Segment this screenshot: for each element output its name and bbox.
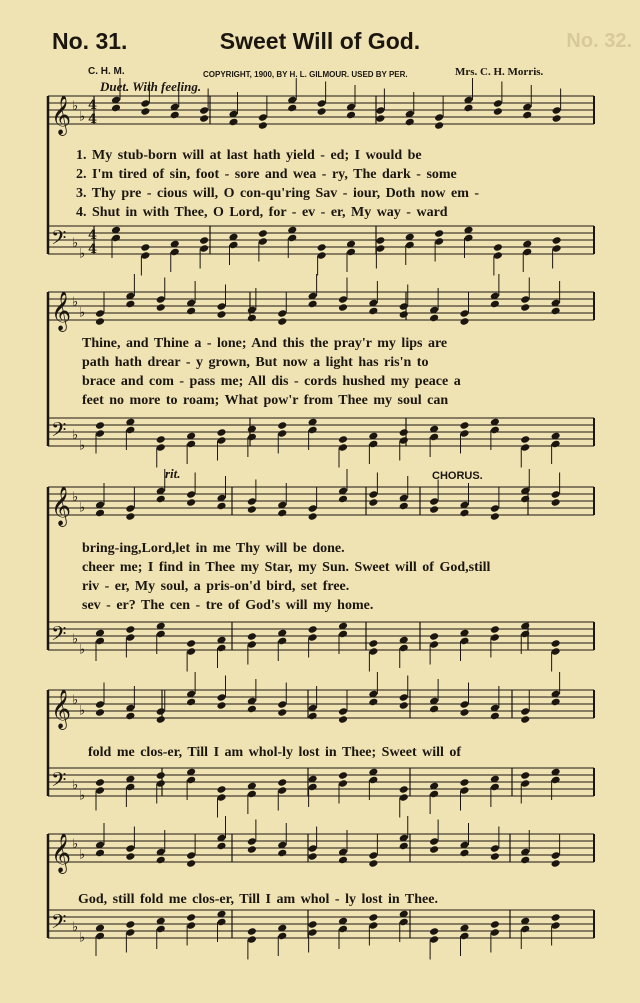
notehead (308, 625, 318, 634)
notehead (368, 698, 378, 707)
treble-clef-icon: 𝄞 (51, 95, 72, 135)
notehead (170, 111, 180, 120)
notehead (520, 715, 530, 724)
notehead (277, 421, 287, 430)
notehead (552, 236, 562, 245)
notehead (277, 708, 287, 717)
notehead (125, 712, 135, 721)
notehead (338, 856, 348, 865)
bass-clef-icon: 𝄢 (51, 768, 67, 796)
notehead (186, 307, 196, 316)
notehead (429, 705, 439, 714)
notehead (520, 856, 530, 865)
notehead (551, 913, 561, 922)
notehead (258, 121, 268, 130)
notehead (490, 920, 500, 929)
notehead (520, 303, 530, 312)
notehead (459, 509, 469, 518)
notehead (95, 708, 105, 717)
notehead (551, 307, 561, 316)
notehead (490, 512, 500, 521)
flat-icon: ♭ (79, 930, 86, 946)
notehead (459, 317, 469, 326)
notehead (399, 428, 409, 437)
ritardando-marking: rit. (165, 466, 181, 481)
time-signature: 4 (88, 242, 98, 257)
time-signature: 4 (88, 228, 98, 243)
notehead (338, 715, 348, 724)
notehead (338, 435, 348, 444)
notehead (375, 114, 385, 123)
notehead (140, 243, 150, 252)
flat-icon: ♭ (79, 500, 86, 516)
notehead (156, 715, 166, 724)
notehead (490, 625, 500, 634)
notehead (429, 845, 439, 854)
notehead (156, 435, 166, 444)
lyric-line: path hath drear - y grown, But now a light has ris'n to (82, 355, 429, 370)
notehead (125, 512, 135, 521)
bass-clef-icon: 𝄢 (51, 418, 67, 446)
flat-icon: ♭ (72, 428, 79, 443)
flat-icon: ♭ (72, 99, 79, 114)
flat-icon: ♭ (79, 642, 86, 658)
notehead (111, 104, 121, 113)
lyric-line: 3. Thy pre - cious will, O con-qu'ring Sav - iour, Doth now em - (76, 186, 480, 201)
notehead (247, 314, 257, 323)
notehead (520, 771, 530, 780)
notehead (228, 118, 238, 127)
notehead (216, 842, 226, 851)
notehead (399, 842, 409, 851)
notehead (95, 849, 105, 858)
lyric-line: riv - er, My soul, a pris-on'd bird, set free. (82, 579, 350, 594)
treble-clef-icon: 𝄞 (51, 486, 72, 526)
notehead (216, 502, 226, 511)
notehead (186, 859, 196, 868)
lyric-line: 4. Shut in with Thee, O Lord, for - ev - er, My way - ward (76, 205, 448, 220)
notehead (317, 107, 327, 116)
notehead (551, 498, 561, 507)
flat-icon: ♭ (79, 438, 86, 454)
notehead (308, 852, 318, 861)
notehead (125, 625, 135, 634)
flat-icon: ♭ (79, 246, 86, 262)
notehead (247, 632, 257, 641)
notehead (552, 114, 562, 123)
notehead (308, 920, 318, 929)
notehead (368, 498, 378, 507)
lyric-line: God, still fold me clos-er, Till I am whol - ly lost in Thee. (78, 892, 438, 907)
notehead (95, 317, 105, 326)
lyric-line: brace and com - pass me; All dis - cords hushed my peace a (82, 374, 461, 389)
notehead (399, 310, 409, 319)
flat-icon: ♭ (79, 847, 86, 863)
notehead (156, 303, 166, 312)
time-signature: 4 (88, 98, 98, 113)
notehead (186, 913, 196, 922)
notehead (338, 495, 348, 504)
notehead (459, 778, 469, 787)
notehead (551, 698, 561, 707)
notehead (277, 778, 287, 787)
notehead (368, 639, 378, 648)
notehead (429, 927, 439, 936)
notehead (156, 495, 166, 504)
notehead (125, 920, 135, 929)
notehead (346, 111, 356, 120)
lyric-line: 2. I'm tired of sin, foot - sore and wea - ry, The dark - some (76, 167, 457, 182)
flat-icon: ♭ (72, 920, 79, 935)
notehead (216, 785, 226, 794)
treble-clef-icon: 𝄞 (51, 833, 72, 873)
treble-clef-icon: 𝄞 (51, 689, 72, 729)
notehead (490, 852, 500, 861)
lyric-line: fold me clos-er, Till I am whol-ly lost in Thee; Sweet will of (88, 745, 462, 760)
notehead (186, 639, 196, 648)
flat-icon: ♭ (72, 295, 79, 310)
flat-icon: ♭ (72, 632, 79, 647)
notehead (95, 509, 105, 518)
notehead (277, 509, 287, 518)
notehead (95, 778, 105, 787)
notehead (338, 303, 348, 312)
notehead (258, 229, 268, 238)
notehead (368, 307, 378, 316)
notehead (551, 639, 561, 648)
notehead (140, 107, 150, 116)
bass-clef-icon: 𝄢 (51, 226, 67, 254)
copyright-notice: COPYRIGHT, 1900, BY H. L. GILMOUR. USED BY PER. (203, 70, 408, 79)
time-signature: 4 (88, 112, 98, 127)
flat-icon: ♭ (72, 837, 79, 852)
lyric-line: sev - er? The cen - tre of God's will my home. (82, 598, 374, 613)
notehead (125, 852, 135, 861)
hymn-number: No. 31. (52, 28, 128, 54)
notehead (399, 701, 409, 710)
flat-icon: ♭ (79, 703, 86, 719)
lyric-line: bring-ing,Lord,let in me Thy will be done. (82, 541, 345, 556)
notehead (216, 701, 226, 710)
notehead (308, 300, 318, 309)
notehead (317, 243, 327, 252)
notehead (429, 632, 439, 641)
notehead (308, 712, 318, 721)
notehead (247, 845, 257, 854)
notehead (429, 314, 439, 323)
flat-icon: ♭ (72, 778, 79, 793)
notehead (186, 498, 196, 507)
tempo-marking: Duet. With feeling. (100, 79, 202, 94)
notehead (459, 708, 469, 717)
notehead (247, 927, 257, 936)
notehead (247, 705, 257, 714)
notehead (493, 107, 503, 116)
lyric-line: Thine, and Thine a - lone; And this the pray'r my lips are (82, 336, 448, 351)
notehead (287, 104, 297, 113)
flat-icon: ♭ (79, 109, 86, 125)
notehead (399, 502, 409, 511)
notehead (125, 300, 135, 309)
notehead (95, 421, 105, 430)
notehead (493, 243, 503, 252)
lyric-line: 1. My stub-born will at last hath yield - ed; I would be (76, 148, 422, 163)
lyric-line: cheer me; I find in Thee my Star, my Sun. Sweet will of God,still (82, 560, 491, 575)
notehead (520, 435, 530, 444)
notehead (520, 495, 530, 504)
flat-icon: ♭ (79, 305, 86, 321)
notehead (405, 118, 415, 127)
notehead (551, 859, 561, 868)
author-credit: Mrs. C. H. Morris. (455, 66, 544, 78)
flat-icon: ♭ (72, 490, 79, 505)
notehead (522, 111, 532, 120)
notehead (368, 859, 378, 868)
flat-icon: ♭ (72, 236, 79, 251)
notehead (490, 712, 500, 721)
notehead (375, 236, 385, 245)
notehead (490, 300, 500, 309)
notehead (186, 698, 196, 707)
flat-icon: ♭ (79, 788, 86, 804)
bass-clef-icon: 𝄢 (51, 910, 67, 938)
notehead (463, 104, 473, 113)
notehead (434, 229, 444, 238)
notehead (156, 856, 166, 865)
notehead (247, 505, 257, 514)
bleed-through-number: No. 32. (566, 30, 632, 52)
flat-icon: ♭ (72, 693, 79, 708)
notehead (277, 849, 287, 858)
notehead (308, 512, 318, 521)
notehead (199, 236, 209, 245)
notehead (338, 771, 348, 780)
notehead (429, 505, 439, 514)
notehead (156, 771, 166, 780)
notehead (459, 849, 469, 858)
notehead (277, 317, 287, 326)
lyric-line: feet no more to roam; What pow'r from Thee my soul can (82, 393, 449, 408)
bass-clef-icon: 𝄢 (51, 622, 67, 650)
notehead (216, 428, 226, 437)
notehead (459, 421, 469, 430)
notehead (199, 114, 209, 123)
notehead (216, 310, 226, 319)
notehead (399, 785, 409, 794)
chorus-label: CHORUS. (432, 470, 483, 482)
notehead (368, 913, 378, 922)
treble-clef-icon: 𝄞 (51, 291, 72, 331)
hymn-title: Sweet Will of God. (219, 28, 421, 54)
notehead (434, 121, 444, 130)
composer-initials: C. H. M. (88, 66, 125, 77)
